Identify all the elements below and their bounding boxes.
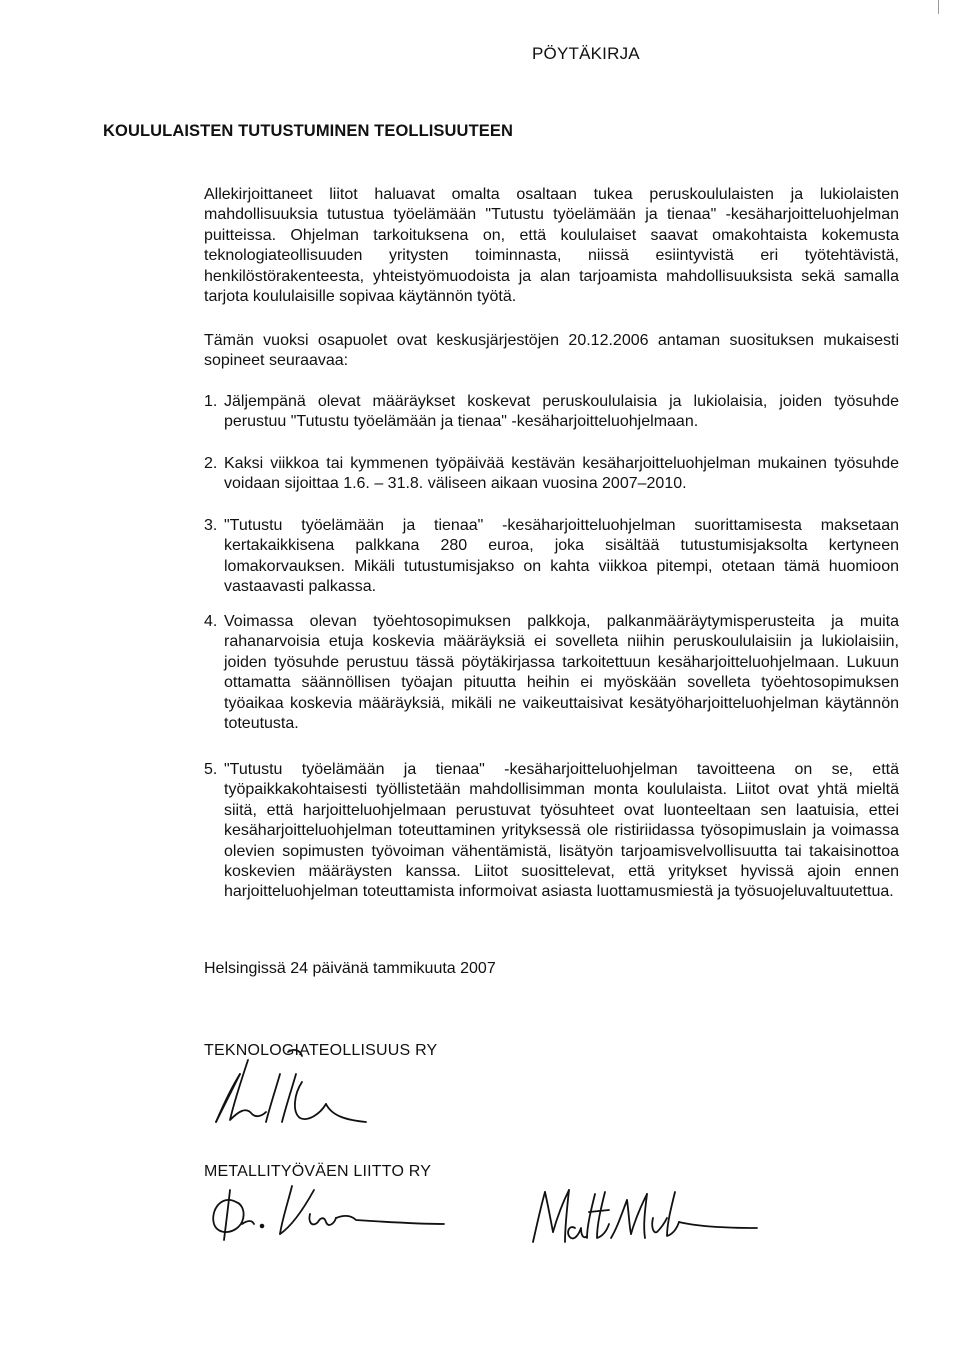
- item-text: Voimassa olevan työehtosopimuksen palkkoja, palkanmääräytymisperusteita ja muita rahanarvoisia etuja koskevia määräyksiä ei sovelleta niihin peruskoululaisiin ja lukiolaisiin, joiden työsuhde perustuu tässä pöytäkirjassa tarkoitettuun kesäharjoitteluohjelmaan. Lukuun ottamatta säännöllisen työajan pituutta heihin ei myöskään sovelleta työehtosopimuksen työaikaa koskevia määräyksiä, mikäli ne vaikeuttaisivat kesätyöharjoitteluohjelman käytännön toteutusta.: [224, 613, 899, 733]
- signatory-organization-technology-industries: TEKNOLOGIATEOLLISUUS RY: [204, 1042, 438, 1059]
- list-item: [204, 612, 899, 734]
- handwritten-signature: [525, 1178, 765, 1258]
- item-number: 5.: [204, 761, 218, 778]
- signature-drawing: [525, 1178, 765, 1258]
- agreement-intro-paragraph: Tämän vuoksi osapuolet ovat keskusjärjestöjen 20.12.2006 antaman suosituksen mukaisesti sopineet seuraavaa:: [204, 332, 899, 370]
- list-item: [204, 454, 899, 495]
- signatory-organization-metalworkers-union: METALLITYÖVÄEN LIITTO RY: [204, 1163, 432, 1180]
- list-item: [204, 392, 899, 433]
- signature-drawing: [196, 1150, 456, 1250]
- list-item: [204, 760, 899, 903]
- document-title: KOULULAISTEN TUTUSTUMINEN TEOLLISUUTEEN: [103, 122, 513, 140]
- intro-paragraph: Allekirjoittaneet liitot haluavat omalta osaltaan tukea peruskoululaisten ja lukiolaisten mahdollisuuksia tutustua työelämään "Tutustu työelämään ja tienaa" -kesäharjoitteluohjelman puitteissa. Ohjelman tarkoituksena on, että koululaiset saavat omakohtaista kokemusta teknologiateollisuuden yritysten toiminnasta, niissä esiintyvistä eri työtehtävistä, henkilöstörakenteesta, yhteistyömuodoista ja alan tarjoamista mahdollisuuksista sekä samalla tarjota koululaisille sopivaa käytännön työtä.: [204, 186, 899, 306]
- handwritten-signature: [196, 1150, 456, 1250]
- item-number: 1.: [204, 393, 218, 410]
- list-item: [204, 516, 899, 598]
- item-number: 4.: [204, 613, 218, 630]
- item-text: Jäljempänä olevat määräykset koskevat peruskoululaisia ja lukiolaisia, joiden työsuhde perustuu "Tutustu työelämään ja tienaa" -kesäharjoitteluohjelmaan.: [224, 393, 899, 431]
- handwritten-signature: [196, 1030, 456, 1140]
- scan-edge-mark: [938, 0, 939, 14]
- item-text: Kaksi viikkoa tai kymmenen työpäivää kestävän kesäharjoitteluohjelman mukainen työsuhde voidaan sijoittaa 1.6. – 31.8. väliseen aikaan vuosina 2007–2010.: [224, 455, 899, 493]
- place-and-date: Helsingissä 24 päivänä tammikuuta 2007: [204, 960, 496, 977]
- document-type-heading: PÖYTÄKIRJA: [532, 44, 640, 63]
- item-number: 2.: [204, 455, 218, 472]
- signature-drawing: [196, 1030, 456, 1140]
- item-number: 3.: [204, 517, 218, 534]
- item-text: "Tutustu työelämään ja tienaa" -kesäharjoitteluohjelman suorittamisesta maksetaan kertakaikkisena palkkana 280 euroa, joka sisältää tutustumisjaksolta kertyneen lomakorvauksen. Mikäli tutustumisjakso on kahta viikkoa pitempi, otetaan tämä huomioon vastaavasti palkassa.: [224, 517, 899, 596]
- item-text: "Tutustu työelämään ja tienaa" -kesäharjoitteluohjelman tavoitteena on se, että työpaikkakohtaisesti työllistetään mahdollisimman monta koululaista. Liitot ovat yhtä mieltä siitä, että harjoitteluohjelmaan perustuvat työsuhteet ovat luonteeltaan sen laatuisia, ettei kesäharjoitteluohjelman toteuttaminen yrityksessä ole ristiriidassa työsopimuslain ja voimassa olevien sopimusten työvoiman vähentämistä, lisätyön tarjoamisvelvollisuutta tai takaisinottoa koskevien määräysten kanssa. Liitot suosittelevat, että yritykset hyvissä ajoin ennen harjoitteluohjelman toteuttamista informoivat asiasta luottamusmiestä ja työsuojeluvaltuutettua.: [224, 761, 899, 901]
